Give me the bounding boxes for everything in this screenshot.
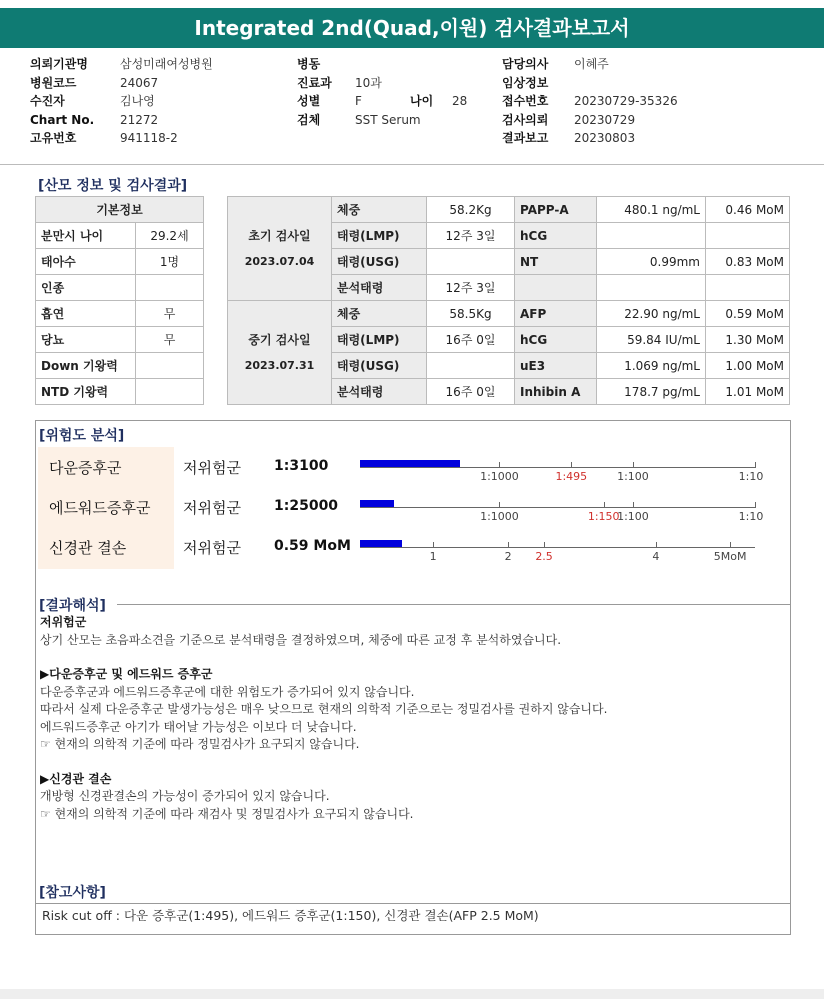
value-hospital-code: 24067 bbox=[120, 75, 159, 90]
reference-divider bbox=[35, 903, 791, 904]
risk-tick-label: 1:10 bbox=[738, 510, 764, 523]
risk-tick bbox=[499, 502, 500, 508]
label-result-report: 결과보고 bbox=[502, 131, 549, 145]
first-test-cell bbox=[228, 197, 332, 301]
second-test-name: 중기 검사일 bbox=[248, 332, 311, 347]
risk-tick bbox=[656, 542, 657, 548]
marker-name: uE3 bbox=[515, 353, 597, 379]
basic-info-label: 태아수 bbox=[36, 249, 136, 275]
basic-info-label: 흡연 bbox=[36, 301, 136, 327]
field-value bbox=[427, 353, 515, 379]
label-test-request: 검사의뢰 bbox=[502, 112, 549, 127]
interp-line: 개방형 신경관결손의 가능성이 증가되어 있지 않습니다. bbox=[40, 789, 330, 803]
field-label: 태령(LMP) bbox=[332, 327, 427, 353]
basic-info-value: 무 bbox=[136, 327, 204, 353]
label-ward: 병동 bbox=[297, 57, 321, 71]
basic-info-label: 분만시 나이 bbox=[36, 223, 136, 249]
marker-mom: 0.83 MoM bbox=[706, 249, 790, 275]
patient-col-2 bbox=[297, 57, 467, 131]
risk-tick-label: 1:1000 bbox=[480, 470, 519, 483]
risk-group: 저위험군 bbox=[183, 539, 241, 557]
risk-value: 0.59 MoM bbox=[274, 538, 351, 554]
risk-tick bbox=[433, 542, 434, 548]
field-label: 체중 bbox=[332, 197, 427, 223]
marker-name: NT bbox=[515, 249, 597, 275]
value-result-report: 20230803 bbox=[574, 131, 636, 145]
label-physician: 담당의사 bbox=[502, 57, 549, 71]
basic-info-value: 무 bbox=[136, 301, 204, 327]
risk-cutoff-label: 1:495 bbox=[555, 470, 588, 483]
marker-name: AFP bbox=[515, 301, 597, 327]
basic-info-label: 인종 bbox=[36, 275, 136, 301]
risk-group: 저위험군 bbox=[183, 459, 241, 477]
section-title-risk: [위험도 분석] bbox=[39, 425, 127, 445]
risk-tick-label: 1 bbox=[429, 550, 437, 563]
risk-tick-label: 1:100 bbox=[617, 510, 649, 523]
marker-mom: 1.30 MoM bbox=[706, 327, 790, 353]
label-referring-org: 의뢰기관명 bbox=[30, 57, 88, 71]
label-specimen: 검체 bbox=[297, 112, 321, 127]
marker-value: 1.069 ng/mL bbox=[597, 353, 706, 379]
label-unique-no: 고유번호 bbox=[30, 131, 77, 145]
marker-value: 0.99mm bbox=[597, 249, 706, 275]
interp-line: 다운증후군과 에드워드증후군에 대한 위험도가 증가되어 있지 않습니다. bbox=[40, 684, 415, 699]
value-sex: F bbox=[355, 94, 362, 108]
label-hospital-code: 병원코드 bbox=[30, 75, 77, 90]
value-referring-org: 삼성미래여성병원 bbox=[120, 57, 213, 71]
interp-heading: 저위험군 bbox=[40, 615, 87, 629]
risk-cutoff-label: 2.5 bbox=[535, 550, 553, 563]
first-test-name: 초기 검사일 bbox=[248, 228, 311, 243]
field-value: 58.2Kg bbox=[427, 197, 515, 223]
basic-info-label: Down 기왕력 bbox=[36, 353, 136, 379]
risk-value: 1:25000 bbox=[274, 498, 339, 514]
basic-info-value bbox=[136, 353, 204, 379]
basic-info-value: 29.2세 bbox=[136, 223, 204, 249]
basic-info-label: NTD 기왕력 bbox=[36, 379, 136, 405]
basic-info-value bbox=[136, 275, 204, 301]
marker-name: hCG bbox=[515, 223, 597, 249]
marker-mom: 0.59 MoM bbox=[706, 301, 790, 327]
risk-tick bbox=[755, 502, 756, 508]
marker-mom bbox=[706, 223, 790, 249]
label-department: 진료과 bbox=[297, 75, 332, 90]
label-receipt-no: 접수번호 bbox=[502, 94, 549, 108]
risk-name: 신경관 결손 bbox=[49, 539, 127, 557]
interpretation-body bbox=[40, 614, 607, 823]
field-label: 체중 bbox=[332, 301, 427, 327]
value-age: 28 bbox=[452, 94, 468, 108]
interp-block1-title: ▶다운증후군 및 에드워드 증후군 bbox=[40, 667, 213, 681]
basic-info-value: 1명 bbox=[136, 249, 204, 275]
section-title-reference: [참고사항] bbox=[39, 882, 109, 902]
risk-tick bbox=[755, 462, 756, 468]
marker-name: PAPP-A bbox=[515, 197, 597, 223]
basic-info-table bbox=[35, 196, 204, 405]
risk-tick bbox=[633, 462, 634, 468]
marker-value: 59.84 IU/mL bbox=[597, 327, 706, 353]
risk-tick bbox=[730, 542, 731, 548]
risk-name: 에드워드증후군 bbox=[49, 499, 151, 517]
field-value: 16주 0일 bbox=[427, 379, 515, 405]
section-title-maternal: [산모 정보 및 검사결과] bbox=[38, 175, 190, 195]
interp-divider bbox=[117, 604, 790, 605]
risk-tick-label: 2 bbox=[504, 550, 512, 563]
label-patient-name: 수진자 bbox=[30, 94, 65, 108]
value-receipt-no: 20230729-35326 bbox=[574, 94, 678, 108]
risk-tick bbox=[499, 462, 500, 468]
risk-axis bbox=[360, 547, 755, 548]
marker-mom: 1.00 MoM bbox=[706, 353, 790, 379]
field-label: 태령(USG) bbox=[332, 249, 427, 275]
marker-mom bbox=[706, 275, 790, 301]
interp-line: ☞ 현재의 의학적 기준에 따라 재검사 및 정밀검사가 요구되지 않습니다. bbox=[40, 806, 414, 821]
label-clinical-info: 임상정보 bbox=[502, 75, 549, 90]
risk-group: 저위험군 bbox=[183, 499, 241, 517]
value-unique-no: 941118-2 bbox=[120, 131, 178, 145]
risk-value: 1:3100 bbox=[274, 458, 329, 474]
field-value: 58.5Kg bbox=[427, 301, 515, 327]
risk-name: 다운증후군 bbox=[49, 459, 122, 477]
field-label: 태령(LMP) bbox=[332, 223, 427, 249]
test-results-table bbox=[227, 196, 790, 405]
risk-tick-label: 5MoM bbox=[713, 550, 747, 563]
risk-axis bbox=[360, 507, 755, 508]
first-test-date: 2023.07.04 bbox=[244, 254, 315, 268]
marker-name: Inhibin A bbox=[515, 379, 597, 405]
risk-bar bbox=[360, 540, 402, 547]
field-value bbox=[427, 249, 515, 275]
reference-text: Risk cut off : 다운 증후군(1:495), 에드워드 증후군(1:150), 신경관 결손(AFP 2.5 MoM) bbox=[42, 908, 539, 923]
interp-line: 따라서 실제 다운증후군 발생가능성은 매우 낮으므로 현재의 의학적 기준으로는 정밀검사를 권하지 않습니다. bbox=[40, 702, 608, 716]
field-value: 12주 3일 bbox=[427, 275, 515, 301]
basic-info-value bbox=[136, 379, 204, 405]
value-physician: 이혜주 bbox=[574, 57, 609, 71]
field-label: 태령(USG) bbox=[332, 353, 427, 379]
marker-value: 480.1 ng/mL bbox=[597, 197, 706, 223]
value-specimen: SST Serum bbox=[355, 112, 421, 127]
risk-tick bbox=[544, 542, 545, 548]
field-value: 12주 3일 bbox=[427, 223, 515, 249]
interp-line: ☞ 현재의 의학적 기준에 따라 정밀검사가 요구되지 않습니다. bbox=[40, 737, 360, 751]
field-label: 분석태령 bbox=[332, 379, 427, 405]
second-test-cell bbox=[228, 301, 332, 405]
header-divider bbox=[0, 164, 824, 165]
risk-tick bbox=[633, 502, 634, 508]
risk-tick-label: 1:1000 bbox=[480, 510, 519, 523]
value-patient-name: 김나영 bbox=[120, 94, 155, 108]
marker-value: 178.7 pg/mL bbox=[597, 379, 706, 405]
field-value: 16주 0일 bbox=[427, 327, 515, 353]
marker-name bbox=[515, 275, 597, 301]
report-title: Integrated 2nd(Quad,이원) 검사결과보고서 bbox=[0, 8, 824, 48]
value-department: 10과 bbox=[355, 75, 382, 90]
value-chart-no: 21272 bbox=[120, 112, 159, 127]
label-age: 나이 bbox=[410, 94, 434, 108]
risk-cutoff-label: 1:150 bbox=[587, 510, 620, 523]
risk-tick-label: 4 bbox=[652, 550, 660, 563]
interp-summary: 상기 산모는 초음파소견을 기준으로 분석태령을 결정하였으며, 체중에 따른 교정 후 분석하였습니다. bbox=[40, 632, 562, 647]
patient-col-1 bbox=[30, 57, 213, 150]
interp-line: 에드워드증후군 아기가 태어날 가능성은 이보다 더 낮습니다. bbox=[40, 719, 357, 734]
marker-value bbox=[597, 223, 706, 249]
patient-col-3 bbox=[502, 57, 678, 150]
marker-mom: 0.46 MoM bbox=[706, 197, 790, 223]
marker-value bbox=[597, 275, 706, 301]
risk-tick bbox=[571, 462, 572, 468]
marker-name: hCG bbox=[515, 327, 597, 353]
risk-bar bbox=[360, 500, 394, 507]
risk-tick-label: 1:10 bbox=[738, 470, 764, 483]
interp-block2-title: ▶신경관 결손 bbox=[40, 771, 112, 786]
basic-info-header: 기본정보 bbox=[36, 197, 204, 223]
risk-bar bbox=[360, 460, 460, 467]
risk-tick bbox=[508, 542, 509, 548]
second-test-date: 2023.07.31 bbox=[244, 358, 315, 372]
footer-bar bbox=[0, 989, 824, 999]
marker-value: 22.90 ng/mL bbox=[597, 301, 706, 327]
label-sex: 성별 bbox=[297, 94, 321, 108]
basic-info-label: 당뇨 bbox=[36, 327, 136, 353]
field-label: 분석태령 bbox=[332, 275, 427, 301]
value-test-request: 20230729 bbox=[574, 112, 636, 127]
risk-tick-label: 1:100 bbox=[617, 470, 649, 483]
risk-tick bbox=[604, 502, 605, 508]
marker-mom: 1.01 MoM bbox=[706, 379, 790, 405]
risk-axis bbox=[360, 467, 755, 468]
label-chart-no: Chart No. bbox=[30, 112, 95, 127]
section-title-interpretation: [결과해석] bbox=[39, 595, 109, 615]
